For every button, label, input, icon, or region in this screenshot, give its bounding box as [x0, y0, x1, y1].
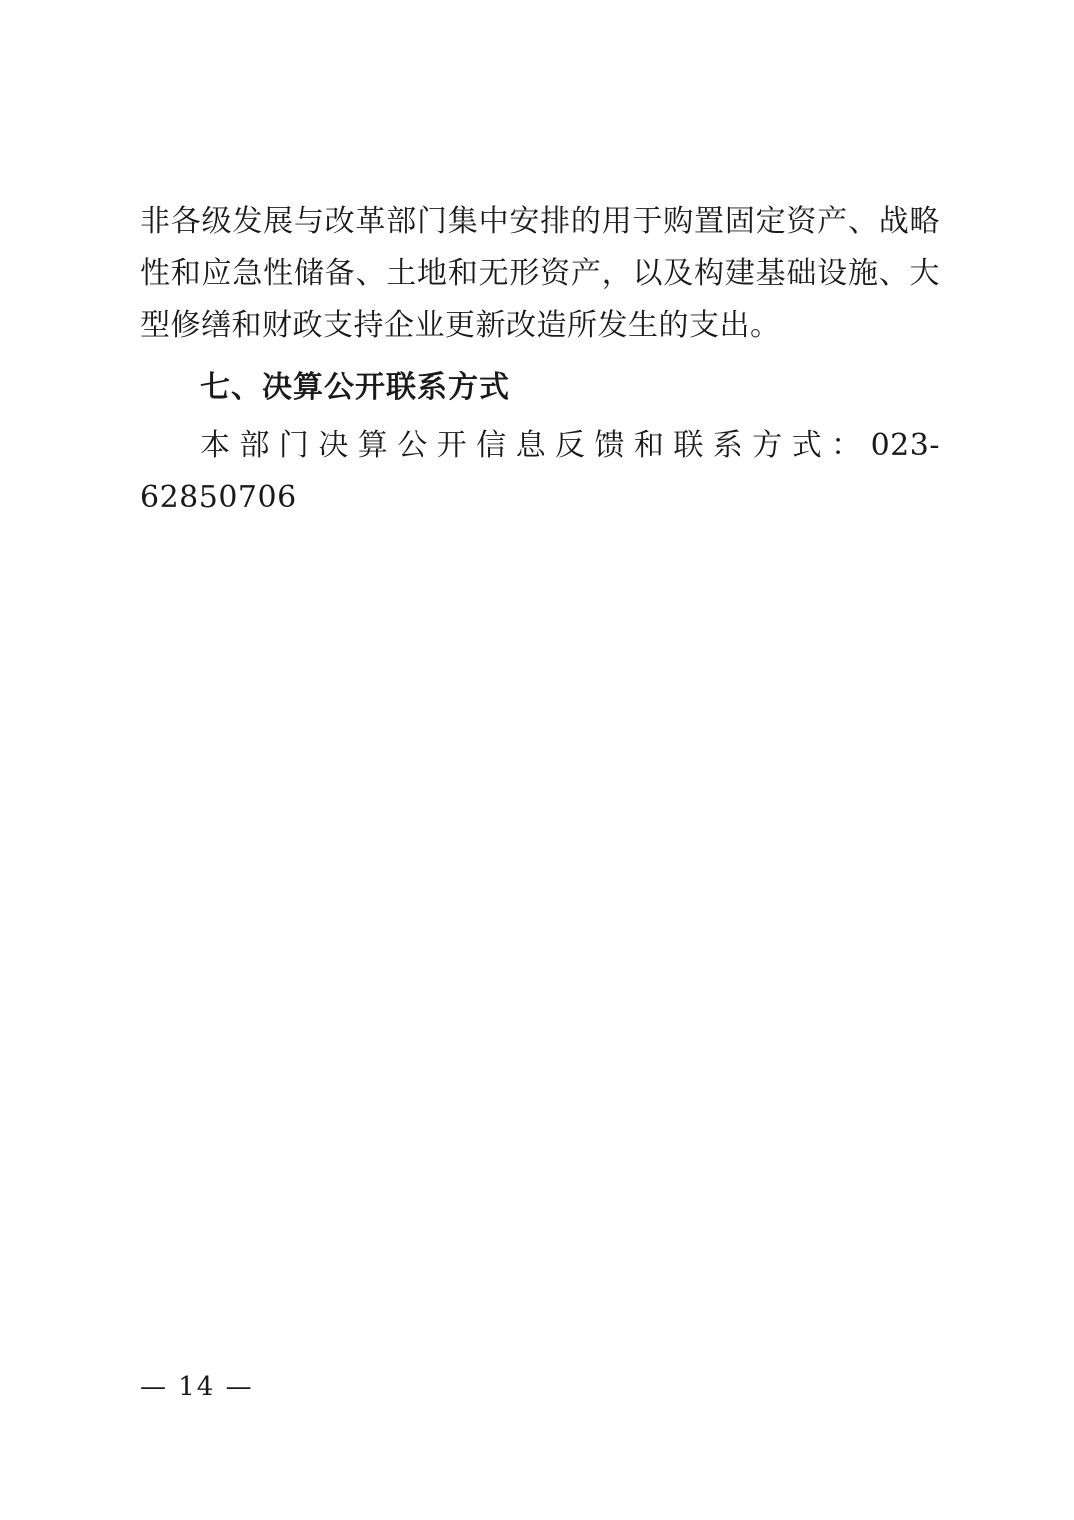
page-content	[140, 196, 940, 524]
contact-paragraph: 本部门决算公开信息反馈和联系方式：023-62850706	[140, 428, 940, 515]
section-heading: 七、决算公开联系方式	[200, 370, 510, 405]
page-number: — 14 —	[140, 1372, 254, 1402]
body-paragraph: 非各级发展与改革部门集中安排的用于购置固定资产、战略性和应急性储备、土地和无形资产，以及构建基础设施、大型修缮和财政支持企业更新改造所发生的支出。	[140, 204, 940, 343]
